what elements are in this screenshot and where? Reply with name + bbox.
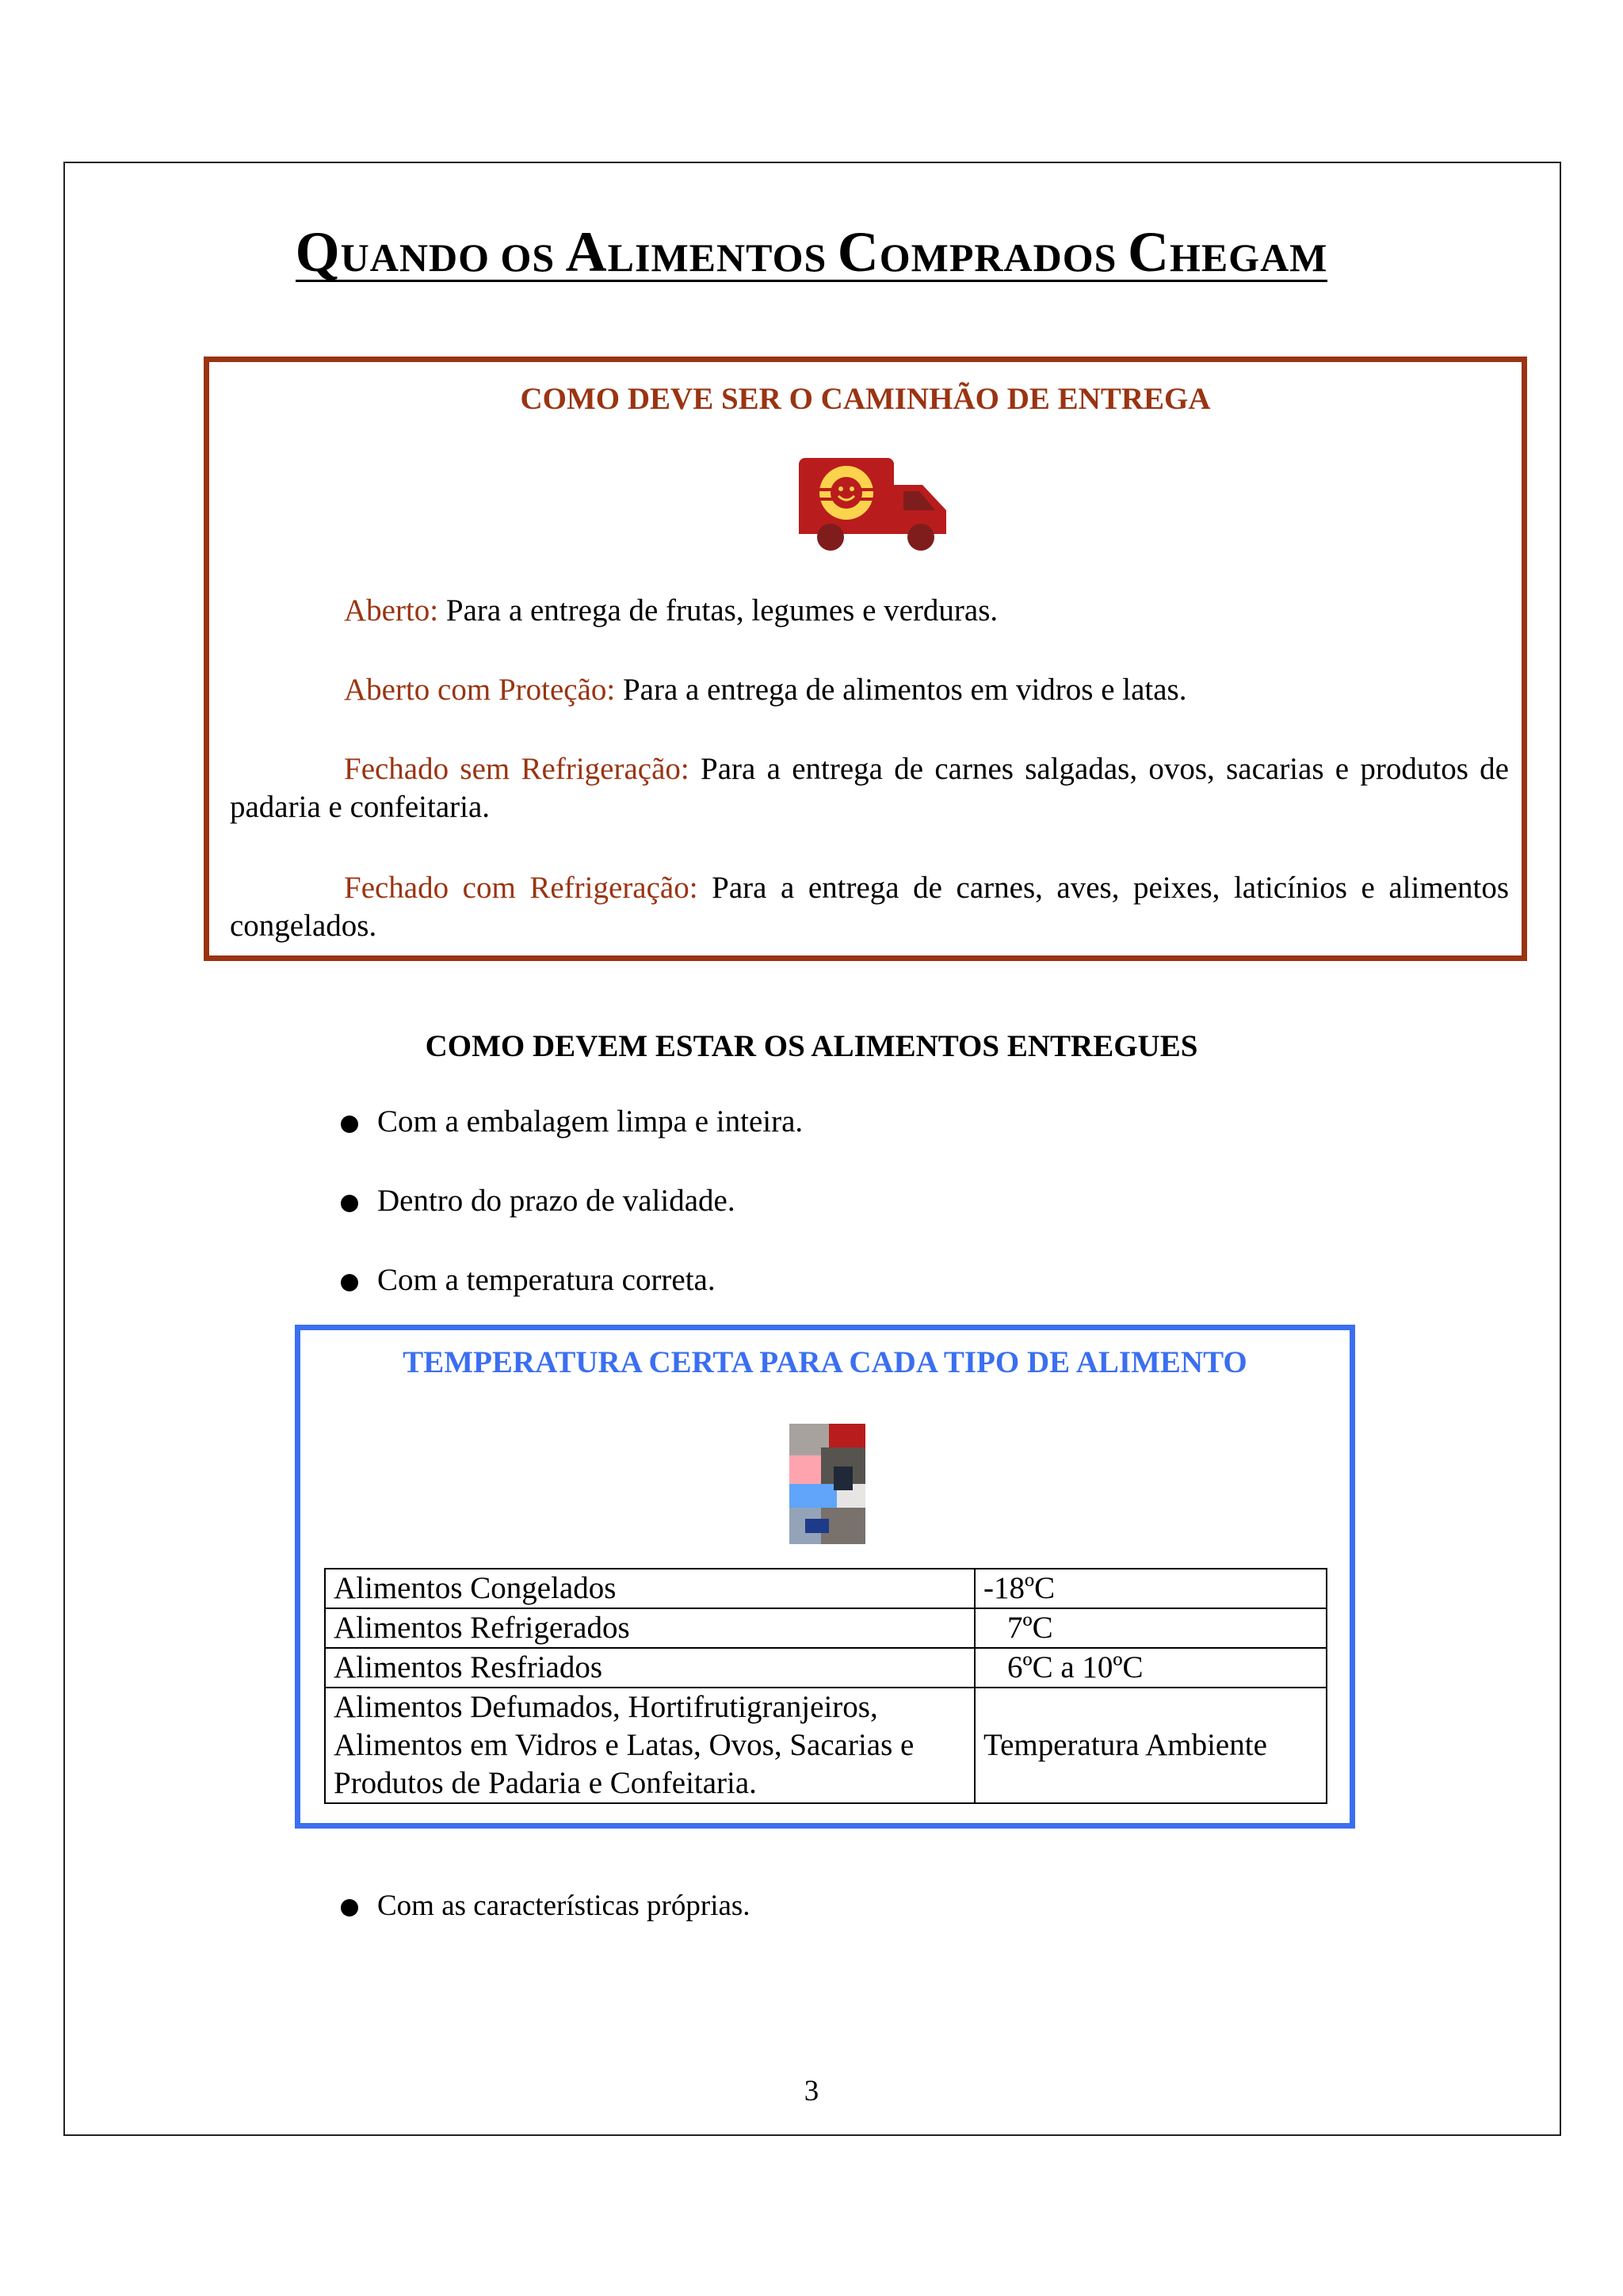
truck-section-heading: COMO DEVE SER O CAMINHÃO DE ENTREGA <box>520 382 1211 416</box>
truck-section-box <box>204 357 1527 961</box>
truck-type-closed-no-refrigeration: Fechado sem Refrigeração: Para a entrega de carnes salgadas, ovos, sacarias e produtos de padaria e confeitaria. <box>230 752 1509 824</box>
truck-type-open-protected: Aberto com Proteção: Para a entrega de alimentos em vidros e latas. <box>344 673 1187 707</box>
table-cell-temp: -18ºC <box>975 1569 1327 1608</box>
delivery-section-heading: COMO DEVEM ESTAR OS ALIMENTOS ENTREGUES <box>425 1029 1198 1063</box>
list-item: Com a temperatura correta. <box>341 1261 803 1341</box>
truck-type-open: Aberto: Para a entrega de frutas, legumes e verduras. <box>344 593 999 627</box>
temperature-section-box <box>295 1325 1355 1829</box>
table-row <box>325 1569 1327 1608</box>
table-row <box>325 1688 1327 1803</box>
title-initial: A <box>565 220 608 284</box>
title-initial: C <box>837 220 880 284</box>
table-cell-food: Alimentos Congelados <box>325 1569 975 1608</box>
list-item: Com as características próprias. <box>341 1887 750 1925</box>
page-title <box>0 220 1623 284</box>
table-cell-temp: 6ºC a 10ºC <box>975 1648 1327 1688</box>
list-item: Dentro do prazo de validade. <box>341 1182 803 1261</box>
truck-type-closed-refrigerated: Fechado com Refrigeração: Para a entrega de carnes, aves, peixes, laticínios e alimentos congelados. <box>230 871 1509 943</box>
food-photo-image <box>789 1424 865 1544</box>
table-cell-food: Alimentos Resfriados <box>325 1648 975 1688</box>
delivery-truck-icon <box>796 453 954 556</box>
title-part: HEGAM <box>1169 235 1328 280</box>
temperature-section-heading: TEMPERATURA CERTA PARA CADA TIPO DE ALIMENTO <box>403 1345 1247 1379</box>
table-row <box>325 1648 1327 1688</box>
title-part: OMPRADOS <box>879 235 1128 280</box>
table-row <box>325 1608 1327 1648</box>
list-item: Com a embalagem limpa e inteira. <box>341 1103 803 1182</box>
table-cell-food: Alimentos Defumados, Hortifrutigranjeiros, Alimentos em Vidros e Latas, Ovos, Sacarias e Produtos de Padaria e Confeitaria. <box>325 1688 975 1803</box>
table-cell-food: Alimentos Refrigerados <box>325 1608 975 1648</box>
table-cell-temp: 7ºC <box>975 1608 1327 1648</box>
title-initial: C <box>1127 220 1170 284</box>
title-part: LIMENTOS <box>607 235 838 280</box>
temperature-table <box>324 1568 1327 1804</box>
title-part: UANDO OS <box>340 235 566 280</box>
title-initial: Q <box>295 220 341 284</box>
table-cell-temp: Temperatura Ambiente <box>975 1688 1327 1803</box>
delivery-bullet-list <box>341 1103 803 1341</box>
page-number: 3 <box>804 2075 819 2107</box>
